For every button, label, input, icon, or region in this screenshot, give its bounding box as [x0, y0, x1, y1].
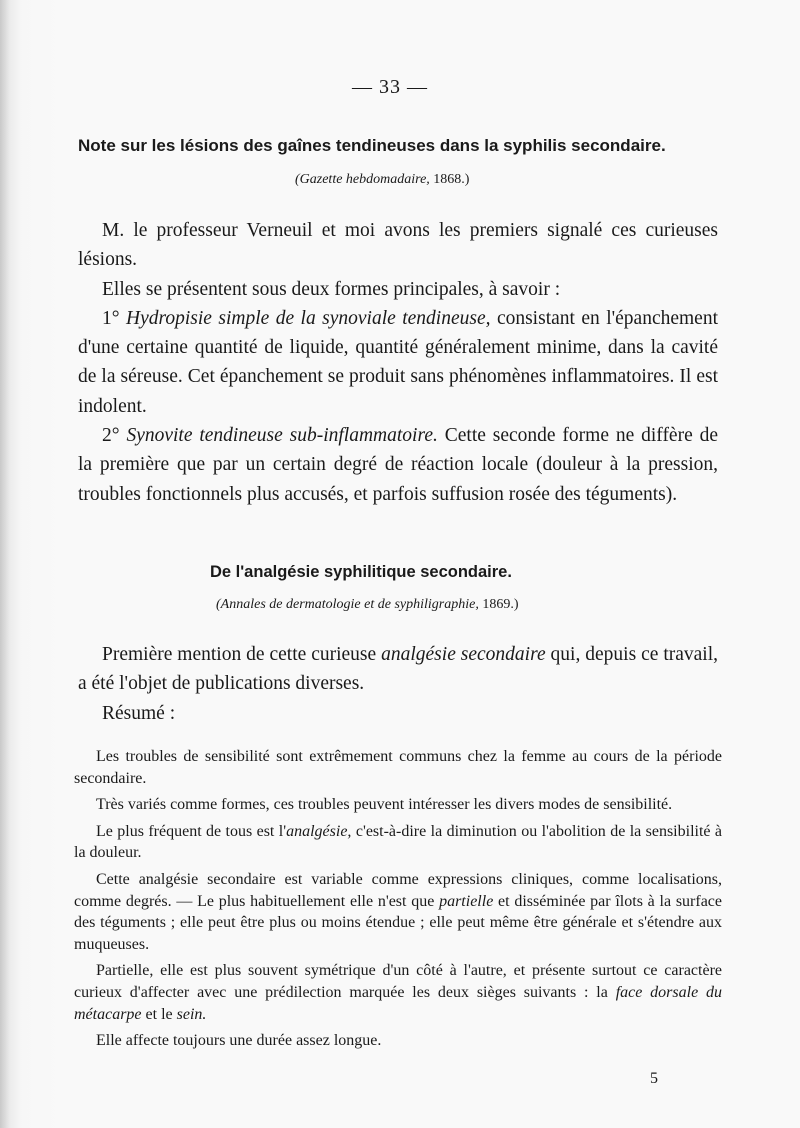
paragraph-text: Cette seconde forme ne diffère de la première que par un certain degré de réaction locale (douleur à la pression, troubles fonctionnels plus accusés, et parfois suffusion rosée des téguments).: [78, 425, 719, 505]
source-journal: (Gazette hebdomadaire,: [295, 172, 430, 187]
paragraph: [74, 821, 722, 864]
paragraph: Elle affecte toujours une durée assez longue.: [96, 1032, 382, 1050]
paragraph-text: consistant en l'épanchement d'une certaine quantité de liquide, quantité généralement minime, dans la cavité de la séreuse. Cet épanchement se produit sans phénomènes inflammatoires. Il est indolent.: [78, 307, 718, 417]
source-year: 1868.): [433, 172, 470, 187]
paragraph: [78, 640, 718, 699]
section2-body: [78, 640, 718, 728]
section-title-tendons: Note sur les lésions des gaînes tendineuses dans la syphilis secondaire.: [78, 136, 666, 155]
paragraph: [78, 304, 718, 421]
paragraph-text: Partielle, elle est plus souvent symétrique d'un côté à l'autre, et présente surtout ce caractère curieux d'affecter avec une prédilection marquée les deux sièges suivants : la: [74, 962, 722, 1001]
page-number: — 33 —: [352, 76, 428, 98]
italic-term: sein.: [176, 1005, 207, 1023]
italic-term: analgésie secondaire: [381, 644, 546, 665]
paragraph: [74, 960, 722, 1025]
paragraph: M. le professeur Verneuil et moi avons les premiers signalé ces curieuses lésions.: [78, 220, 718, 271]
resume-heading: Résumé :: [102, 702, 176, 724]
italic-term: Hydropisie simple de la synoviale tendineuse,: [126, 307, 491, 329]
paragraph: [78, 421, 718, 509]
source-citation-gazette: [295, 172, 469, 188]
summary-text: [74, 746, 722, 1057]
italic-term: analgésie,: [286, 822, 352, 840]
paragraph-text: qui, depuis ce travail, a été l'objet de publications diverses.: [78, 644, 719, 695]
paragraph: Très variés comme formes, ces troubles peuvent intéresser les divers modes de sensibilité.: [96, 796, 673, 814]
section1-body: [78, 216, 718, 509]
paragraph: [74, 869, 722, 955]
source-year: 1869.): [482, 597, 519, 612]
paragraph: Elles se présentent sous deux formes principales, à savoir :: [102, 278, 561, 300]
paragraph-text: Cette analgésie secondaire est variable comme expressions cliniques, comme localisations, comme degrés. — Le plus habituellement elle n'est que: [74, 870, 722, 910]
paragraph-text: c'est-à-dire la diminution ou l'abolition de la sensibilité à la douleur.: [74, 822, 723, 862]
list-number: 2°: [102, 425, 120, 447]
list-number: 1°: [102, 307, 120, 329]
italic-term: partielle: [439, 892, 494, 910]
italic-term: Synovite tendineuse sub-inflammatoire.: [126, 425, 438, 447]
source-citation-annales: [216, 597, 519, 613]
italic-term: face dorsale du métacarpe: [74, 983, 723, 1023]
footer-signature-number: 5: [650, 1070, 658, 1087]
paragraph-text: et disséminée par îlots à la surface des téguments ; elle peut être plus ou moins étendue ; elle peut même être générale et s'étendre aux muqueuses.: [74, 892, 723, 953]
paragraph-text: et le: [145, 1005, 173, 1023]
paragraph-text: Le plus fréquent de tous est l': [96, 822, 287, 840]
source-journal: (Annales de dermatologie et de syphiligraphie,: [216, 597, 479, 612]
paragraph: Les troubles de sensibilité sont extrêmement communs chez la femme au cours de la période secondaire.: [74, 748, 722, 787]
section-title-analgesia: De l'analgésie syphilitique secondaire.: [210, 563, 512, 581]
paragraph-text: Première mention de cette curieuse: [102, 644, 377, 665]
